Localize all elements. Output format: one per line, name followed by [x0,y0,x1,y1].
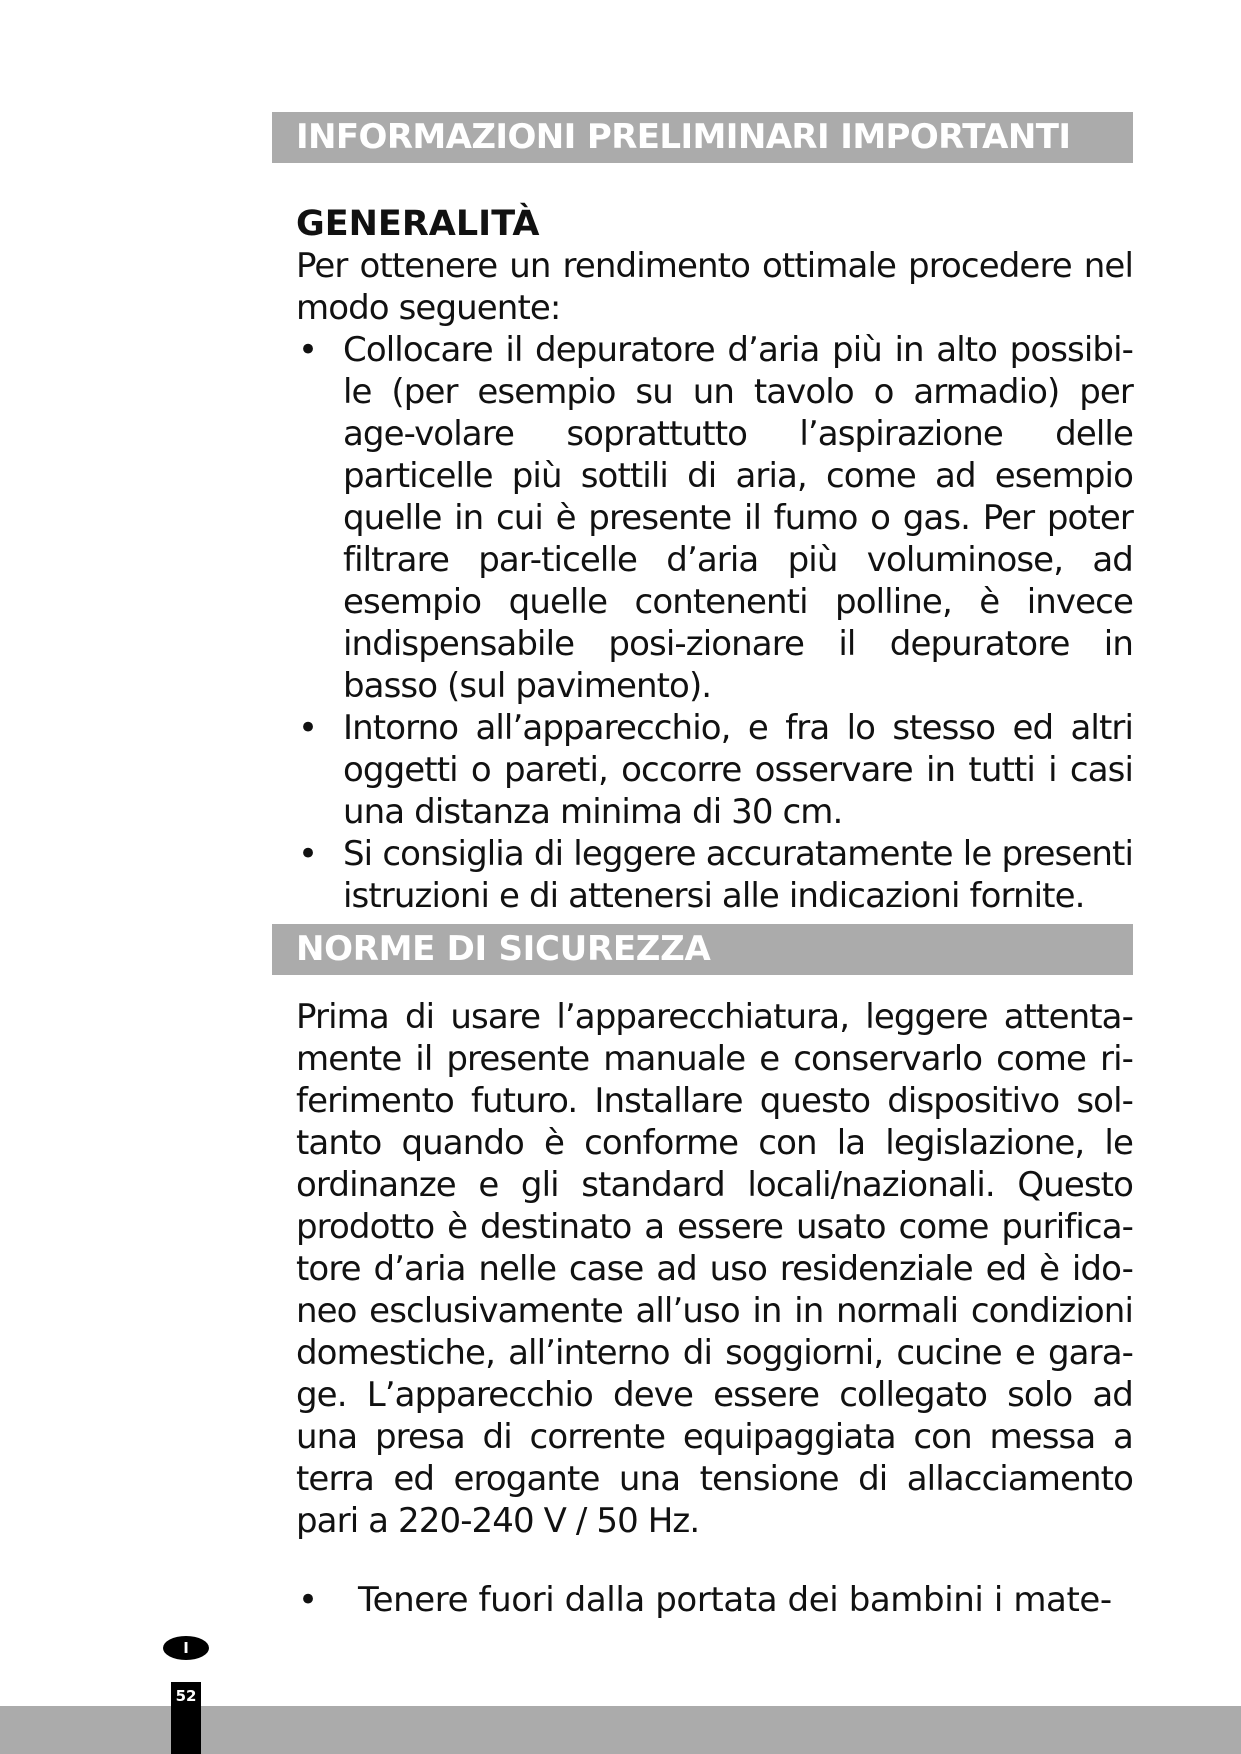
bullet-icon: • [298,1580,318,1620]
section-heading-norme: NORME DI SICUREZZA [272,924,1133,975]
list-item-text: Collocare il depuratore d’aria più in alto possibi-le (per esempio su un tavolo o armadio) per age-volare soprattutto l’aspirazione delle particelle più sottili di aria, come ad esempio quelle in cui è presente il fumo o gas. Per poter filtrare par-ticelle d’aria più voluminose, ad esempio quelle contenenti polline, è invece indispensabile posi-zionare il depuratore in basso (sul pavimento). [343,330,1133,706]
list-item-text: Tenere fuori dalla portata dei bambini i mate- [358,1580,1112,1620]
bullet-list [296,329,1133,917]
list-item-text: Intorno all’apparecchio, e fra lo stesso ed altri oggetti o pareti, occorre osservare in tutti i casi una distanza minima di 30 cm. [343,708,1133,832]
bullet-icon: • [298,708,318,748]
section-generalita [296,203,1133,917]
list-item [296,833,1133,917]
list-item-text: Si consiglia di leggere accuratamente le presenti istruzioni e di attenersi alle indicazioni fornite. [343,834,1133,916]
intro-paragraph: Per ottenere un rendimento ottimale procedere nel modo seguente: [296,246,1133,328]
subheading-generalita: GENERALITÀ [296,204,540,244]
section-heading-informazioni: INFORMAZIONI PRELIMINARI IMPORTANTI [272,112,1133,163]
list-item [296,329,1133,707]
bullet-icon: • [298,330,318,370]
bullet-icon: • [298,834,318,874]
page-number: 52 [175,1687,197,1705]
list-item [296,707,1133,833]
safety-paragraph: Prima di usare l’apparecchiatura, leggere attenta-mente il presente manuale e conservarlo come ri-ferimento futuro. Installare questo dispositivo sol-tanto quando è conforme con la legislazione, le ordinanze e gli standard locali/nazionali. Questo prodotto è destinato a essere usato come purifica-tore d’aria nelle case ad uso residenziale ed è ido-neo esclusivamente all’uso in in normali condizioni domestiche, all’interno di soggiorni, cucine e gara-ge. L’apparecchio deve essere collegato solo ad una presa di corrente equipaggiata con messa a terra ed erogante una tensione di allacciamento pari a 220-240 V / 50 Hz. [296,997,1133,1541]
language-badge: I [163,1636,209,1660]
